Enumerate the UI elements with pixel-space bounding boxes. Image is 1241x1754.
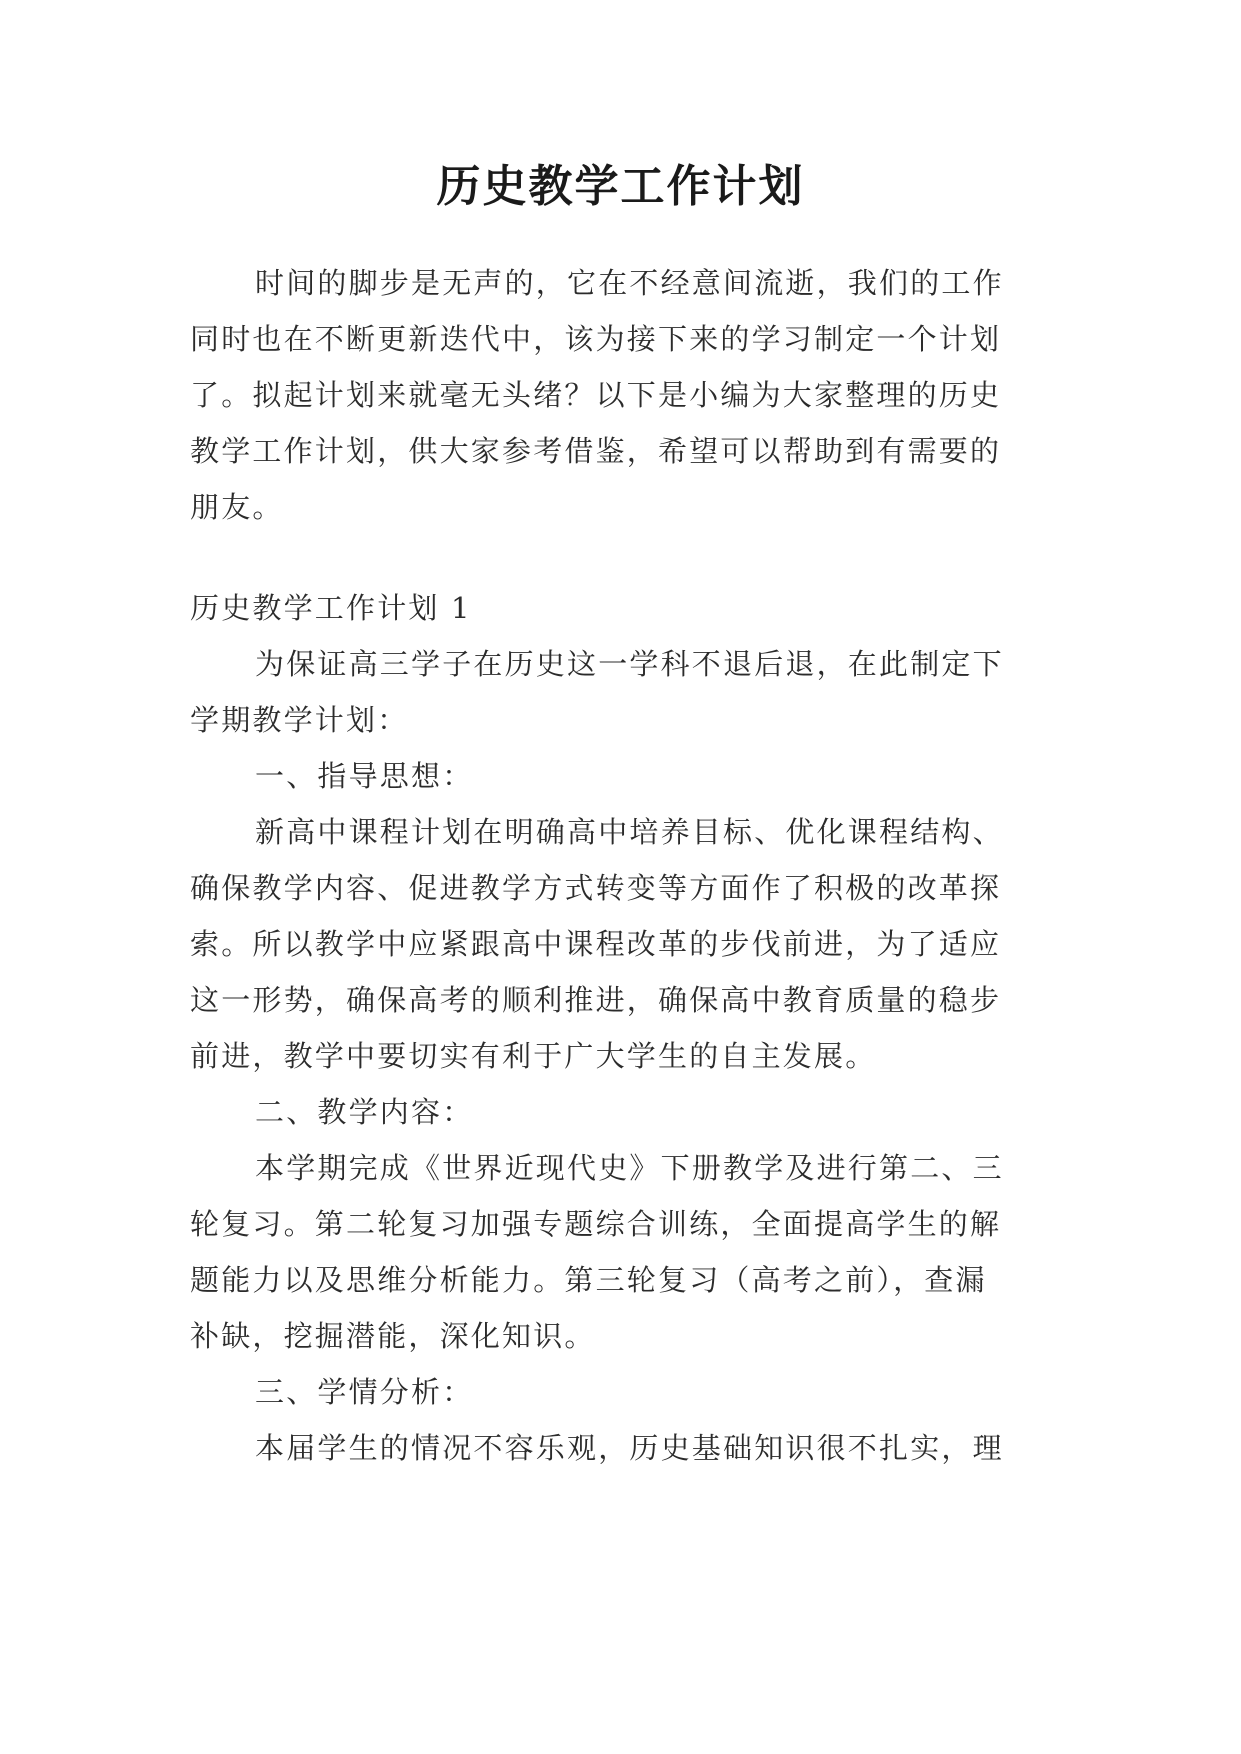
intro-line: 朋友。 [190, 490, 284, 524]
body-line: 补缺，挖掘潜能，深化知识。 [190, 1319, 596, 1353]
body-line: 学期教学计划： [190, 703, 409, 737]
body-line: 本届学生的情况不容乐观，历史基础知识很不扎实，理 [255, 1431, 1004, 1465]
section-heading: 历史教学工作计划 1 [190, 591, 472, 625]
intro-line: 教学工作计划，供大家参考借鉴，希望可以帮助到有需要的 [190, 434, 1002, 468]
body-line: 新高中课程计划在明确高中培养目标、优化课程结构、 [255, 815, 1004, 849]
body-line: 为保证高三学子在历史这一学科不退后退，在此制定下 [255, 647, 1004, 681]
body-line: 三、学情分析： [255, 1375, 474, 1409]
intro-line: 时间的脚步是无声的，它在不经意间流逝，我们的工作 [255, 266, 1004, 300]
body-line: 轮复习。第二轮复习加强专题综合训练，全面提高学生的解 [190, 1207, 1002, 1241]
body-line: 二、教学内容： [255, 1095, 474, 1129]
body-line: 确保教学内容、促进教学方式转变等方面作了积极的改革探 [190, 871, 1002, 905]
body-line: 本学期完成《世界近现代史》下册教学及进行第二、三 [255, 1151, 1004, 1185]
body-line: 索。所以教学中应紧跟高中课程改革的步伐前进，为了适应 [190, 927, 1002, 961]
body-line: 题能力以及思维分析能力。第三轮复习（高考之前），查漏 [190, 1263, 987, 1297]
intro-line: 同时也在不断更新迭代中，该为接下来的学习制定一个计划 [190, 322, 1002, 356]
document-title: 历史教学工作计划 [436, 161, 805, 212]
body-line: 这一形势，确保高考的顺利推进，确保高中教育质量的稳步 [190, 983, 1002, 1017]
body-line: 前进，教学中要切实有利于广大学生的自主发展。 [190, 1039, 877, 1073]
body-line: 一、指导思想： [255, 759, 474, 793]
intro-line: 了。拟起计划来就毫无头绪？以下是小编为大家整理的历史 [190, 378, 1002, 412]
